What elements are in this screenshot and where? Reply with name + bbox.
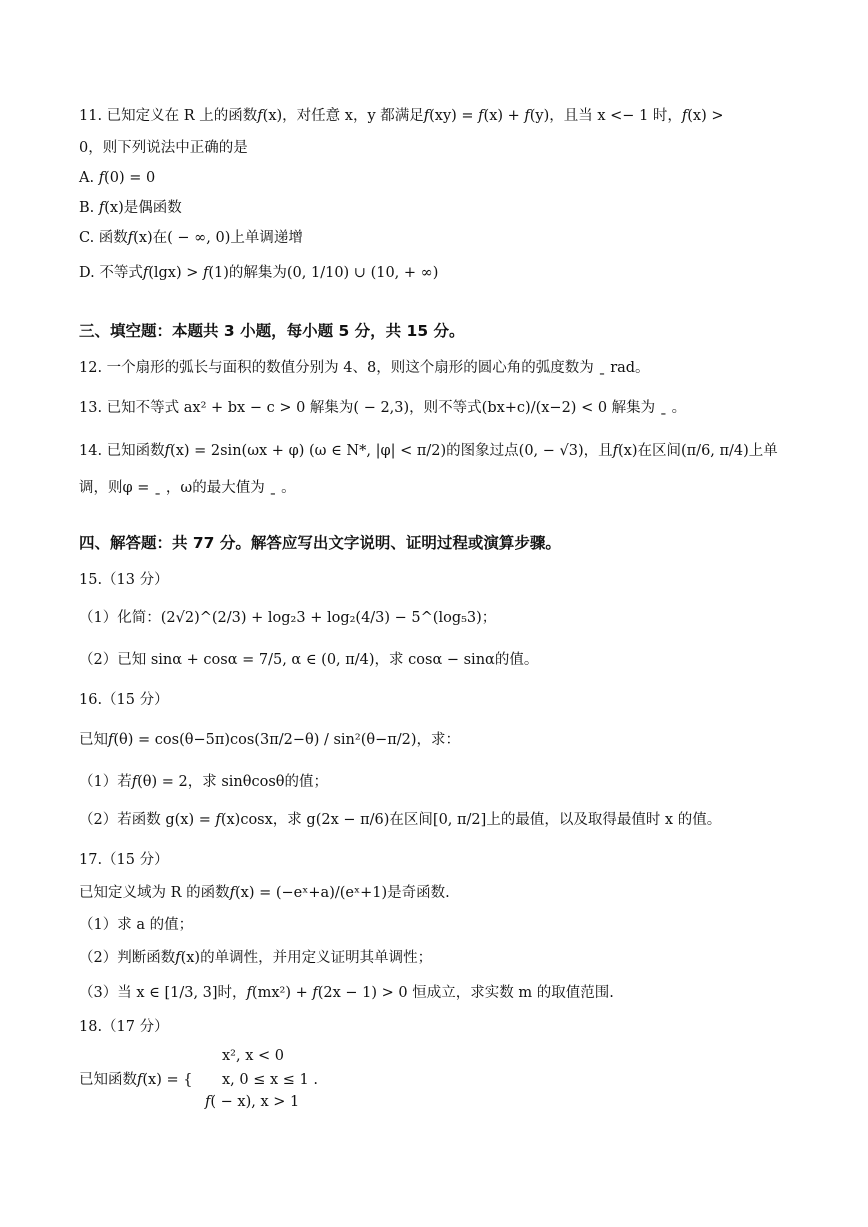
- q16-part2: （2）若函数 g(x) = 𝑓(x)cosx，求 g(2x − π/6)在区间[0, π/2]上的最值，以及取得最值时 x 的值。: [79, 812, 722, 828]
- q11-line1: 11. 已知定义在 R 上的函数𝑓(x)，对任意 x，y 都满足𝑓(xy) = 𝑓(x) + 𝑓(y)，且当 x <− 1 时，𝑓(x) >: [79, 108, 724, 124]
- q16-title: 16.（15 分）: [79, 692, 169, 708]
- q12-text: 12. 一个扇形的弧长与面积的数值分别为 4、8，则这个扇形的圆心角的弧度数为 ˍ rad。: [79, 360, 650, 376]
- q14-line1: 14. 已知函数𝑓(x) = 2sin(ωx + φ) (ω ∈ N*, |φ| < π/2)的图象过点(0, − √3)，且𝑓(x)在区间(π/6, π/4)上单: [79, 443, 778, 459]
- q15-title: 15.（13 分）: [79, 572, 169, 588]
- q11-option-c: C. 函数𝑓(x)在( − ∞, 0)上单调递增: [79, 230, 303, 246]
- section4-heading: 四、解答题：共 77 分。解答应写出文字说明、证明过程或演算步骤。: [79, 534, 561, 552]
- q17-part3: （3）当 x ∈ [1/3, 3]时，𝑓(mx²) + 𝑓(2x − 1) > 0 恒成立，求实数 m 的取值范围.: [79, 985, 614, 1001]
- q18-title: 18.（17 分）: [79, 1019, 169, 1035]
- q18-case3: 𝑓( − x), x > 1: [205, 1094, 300, 1110]
- q17-stem: 已知定义域为 R 的函数𝑓(x) = (−eˣ+a)/(eˣ+1)是奇函数.: [79, 885, 450, 901]
- q18-case2: x, 0 ≤ x ≤ 1 .: [222, 1072, 318, 1088]
- section3-heading: 三、填空题：本题共 3 小题，每小题 5 分，共 15 分。: [79, 322, 465, 340]
- q18-case1: x², x < 0: [222, 1048, 284, 1064]
- q15-part2: （2）已知 sinα + cosα = 7/5, α ∈ (0, π/4)，求 cosα − sinα的值。: [79, 652, 539, 668]
- q16-stem: 已知𝑓(θ) = cos(θ−5π)cos(3π/2−θ) / sin²(θ−π/2)，求：: [79, 732, 461, 748]
- q17-part1: （1）求 a 的值；: [79, 917, 194, 933]
- q18-stem-prefix: 已知函数𝑓(x) = {: [79, 1072, 193, 1088]
- q11-option-b: B. 𝑓(x)是偶函数: [79, 200, 182, 216]
- q11-option-a: A. 𝑓(0) = 0: [79, 170, 156, 186]
- q13-text: 13. 已知不等式 ax² + bx − c > 0 解集为( − 2,3)，则不等式(bx+c)/(x−2) < 0 解集为 ˍ 。: [79, 400, 687, 416]
- q11-option-d: D. 不等式𝑓(lgx) > 𝑓(1)的解集为(0, 1/10) ∪ (10, + ∞): [79, 265, 439, 281]
- q17-part2: （2）判断函数𝑓(x)的单调性，并用定义证明其单调性；: [79, 950, 433, 966]
- q14-line2: 调，则φ = ˍ ，ω的最大值为 ˍ 。: [79, 480, 296, 496]
- q11-line2: 0，则下列说法中正确的是: [79, 140, 248, 156]
- q16-part1: （1）若𝑓(θ) = 2，求 sinθcosθ的值；: [79, 774, 329, 790]
- q15-part1: （1）化简：(2√2)^(2/3) + log₂3 + log₂(4/3) − 5^(log₅3)；: [79, 610, 497, 626]
- q17-title: 17.（15 分）: [79, 852, 169, 868]
